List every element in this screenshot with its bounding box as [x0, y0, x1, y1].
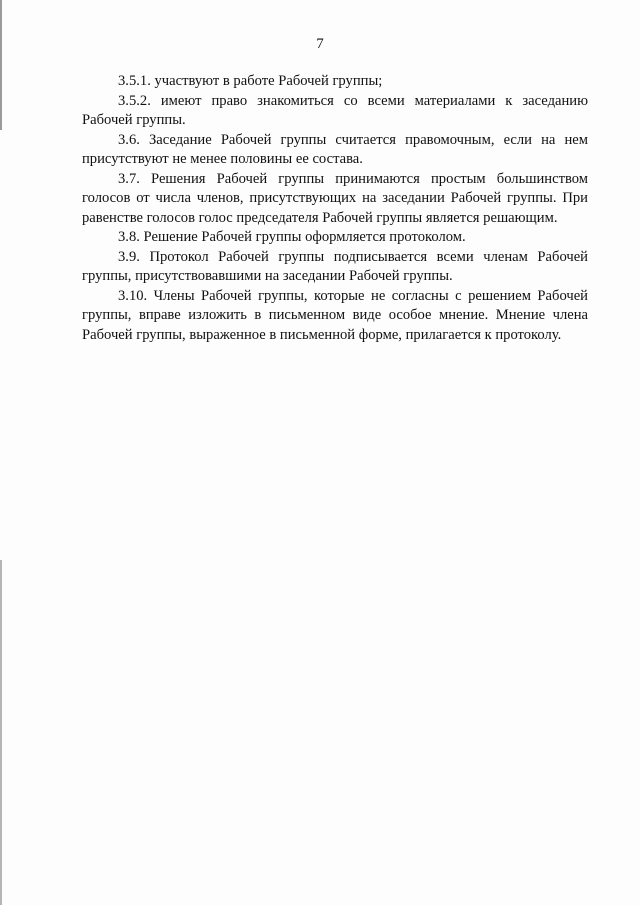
- scan-edge-mark: [0, 0, 2, 130]
- paragraph-3-10: 3.10. Члены Рабочей группы, которые не согласны с решением Рабочей группы, вправе изложить в письменном виде особое мнение. Мнение члена Рабочей группы, выраженное в письменной форме, прилагается к протоколу.: [82, 287, 588, 343]
- scan-edge-mark: [0, 560, 2, 905]
- paragraph-3-9: 3.9. Протокол Рабочей группы подписывается всеми членам Рабочей группы, присутствовавшими на заседании Рабочей группы.: [82, 248, 588, 284]
- paragraph-3-6: 3.6. Заседание Рабочей группы считается правомочным, если на нем присутствуют не менее половины ее состава.: [82, 131, 588, 167]
- paragraph-3-8: 3.8. Решение Рабочей группы оформляется протоколом.: [118, 229, 466, 245]
- page-number: 7: [316, 36, 324, 52]
- paragraph-3-5-1: 3.5.1. участвуют в работе Рабочей группы;: [118, 73, 383, 89]
- paragraph-3-5-2: 3.5.2. имеют право знакомиться со всеми материалами к заседанию Рабочей группы.: [82, 92, 588, 128]
- paragraph-3-7: 3.7. Решения Рабочей группы принимаются простым большинством голосов от числа членов, присутствующих на заседании Рабочей группы. При равенстве голосов голос председателя Рабочей группы является решающим.: [82, 170, 588, 226]
- document-body: [82, 72, 588, 345]
